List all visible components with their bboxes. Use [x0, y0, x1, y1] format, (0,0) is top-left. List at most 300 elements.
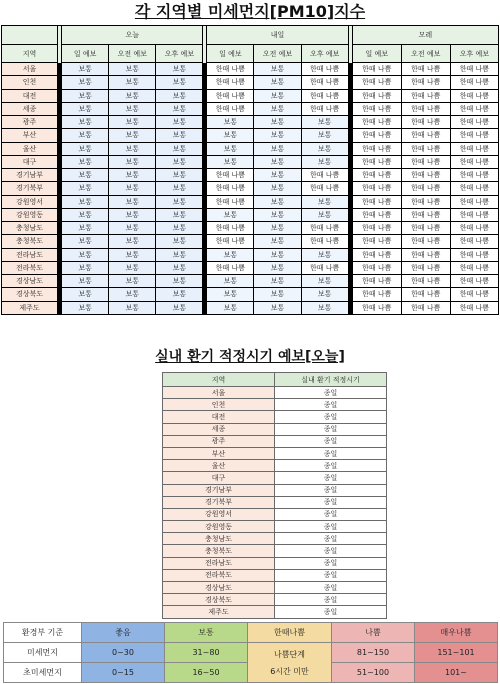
forecast-cell: 보통	[62, 129, 109, 142]
pm10-bad-range: 81~150	[332, 643, 415, 663]
table-row	[2, 155, 499, 168]
ventilation-table	[162, 372, 387, 619]
vent-region-cell: 경기남부	[163, 484, 275, 496]
forecast-cell: 한때 나쁨	[401, 116, 450, 129]
forecast-cell: 보통	[156, 222, 203, 235]
region-cell: 전라남도	[2, 248, 58, 261]
table-row	[2, 182, 499, 195]
table-row	[2, 208, 499, 221]
forecast-cell: 한때 나쁨	[301, 182, 348, 195]
standard-table	[3, 622, 498, 683]
forecast-cell: 보통	[156, 89, 203, 102]
vent-time-cell: 종일	[275, 496, 387, 508]
level-good: 좋음	[82, 623, 165, 643]
table-row	[163, 557, 387, 569]
forecast-cell: 한때 나쁨	[352, 301, 401, 314]
pm25-very-bad-range: 101~	[415, 663, 498, 683]
forecast-cell: 한때 나쁨	[207, 102, 254, 115]
vent-time-cell: 종일	[275, 411, 387, 423]
forecast-cell: 한때 나쁨	[401, 222, 450, 235]
vent-region-cell: 광주	[163, 435, 275, 447]
vent-time-cell: 종일	[275, 423, 387, 435]
forecast-cell: 보통	[207, 208, 254, 221]
table-row	[2, 261, 499, 274]
sub-header: 일 예보	[62, 45, 109, 63]
forecast-cell: 보통	[207, 288, 254, 301]
forecast-cell: 보통	[207, 248, 254, 261]
table-row	[2, 195, 499, 208]
forecast-cell: 보통	[109, 76, 156, 89]
vent-region-cell: 충청북도	[163, 545, 275, 557]
vent-region-cell: 경기북부	[163, 496, 275, 508]
forecast-cell: 한때 나쁨	[450, 275, 498, 288]
forecast-cell: 보통	[156, 169, 203, 182]
forecast-cell: 한때 나쁨	[401, 169, 450, 182]
forecast-cell: 보통	[109, 169, 156, 182]
forecast-cell: 한때 나쁨	[450, 195, 498, 208]
sub-header: 오후 예보	[156, 45, 203, 63]
forecast-cell: 한때 나쁨	[207, 235, 254, 248]
forecast-cell: 보통	[301, 155, 348, 168]
forecast-cell: 보통	[254, 102, 301, 115]
forecast-cell: 한때 나쁨	[352, 222, 401, 235]
forecast-cell: 한때 나쁨	[352, 129, 401, 142]
forecast-cell: 한때 나쁨	[352, 102, 401, 115]
forecast-cell: 보통	[62, 89, 109, 102]
forecast-cell: 한때 나쁨	[352, 155, 401, 168]
forecast-cell: 한때 나쁨	[352, 288, 401, 301]
forecast-cell: 보통	[109, 222, 156, 235]
forecast-cell: 한때 나쁨	[401, 182, 450, 195]
vent-region-cell: 대전	[163, 411, 275, 423]
forecast-cell: 보통	[62, 63, 109, 76]
forecast-cell: 한때 나쁨	[352, 76, 401, 89]
table-row	[163, 460, 387, 472]
forecast-cell: 한때 나쁨	[401, 102, 450, 115]
forecast-cell: 한때 나쁨	[401, 208, 450, 221]
forecast-cell: 보통	[156, 235, 203, 248]
forecast-cell: 보통	[109, 248, 156, 261]
table-row	[163, 435, 387, 447]
forecast-cell: 보통	[301, 301, 348, 314]
forecast-cell: 보통	[62, 261, 109, 274]
table-row	[163, 545, 387, 557]
forecast-cell: 보통	[207, 301, 254, 314]
forecast-cell: 한때 나쁨	[450, 182, 498, 195]
forecast-cell: 보통	[62, 116, 109, 129]
vent-time-cell: 종일	[275, 387, 387, 399]
forecast-cell: 한때 나쁨	[207, 261, 254, 274]
pm25-label: 초미세먼지	[4, 663, 82, 683]
forecast-cell: 한때 나쁨	[301, 102, 348, 115]
sub-header: 오전 예보	[254, 45, 301, 63]
vent-region-cell: 강원영동	[163, 521, 275, 533]
region-header: 지역	[2, 45, 58, 63]
table-row	[2, 288, 499, 301]
table-row	[163, 521, 387, 533]
region-cell: 강원영동	[2, 208, 58, 221]
pm10-forecast-table	[1, 25, 499, 315]
forecast-cell: 보통	[156, 182, 203, 195]
forecast-cell: 한때 나쁨	[450, 63, 498, 76]
forecast-cell: 한때 나쁨	[401, 195, 450, 208]
table-row	[163, 472, 387, 484]
forecast-cell: 보통	[156, 142, 203, 155]
forecast-cell: 한때 나쁨	[301, 89, 348, 102]
forecast-cell: 보통	[109, 116, 156, 129]
table-row	[2, 102, 499, 115]
table-row	[2, 301, 499, 314]
forecast-cell: 보통	[62, 235, 109, 248]
ventilation-title: 실내 환기 적정시기 예보[오늘]	[155, 349, 345, 365]
table-row	[163, 411, 387, 423]
forecast-cell: 보통	[207, 142, 254, 155]
table-row	[163, 582, 387, 594]
vent-time-cell: 종일	[275, 399, 387, 411]
vent-region-cell: 세종	[163, 423, 275, 435]
region-cell: 경기북부	[2, 182, 58, 195]
forecast-cell: 보통	[62, 76, 109, 89]
forecast-cell: 한때 나쁨	[207, 222, 254, 235]
forecast-cell: 보통	[62, 301, 109, 314]
region-cell: 경기남부	[2, 169, 58, 182]
forecast-cell: 한때 나쁨	[450, 235, 498, 248]
forecast-cell: 보통	[254, 301, 301, 314]
forecast-cell: 보통	[301, 142, 348, 155]
forecast-cell: 한때 나쁨	[450, 155, 498, 168]
forecast-cell: 보통	[109, 102, 156, 115]
forecast-cell: 한때 나쁨	[352, 195, 401, 208]
table-row	[2, 89, 499, 102]
forecast-cell: 한때 나쁨	[207, 89, 254, 102]
pm10-good-range: 0~30	[82, 643, 165, 663]
table-row	[2, 235, 499, 248]
forecast-cell: 보통	[62, 195, 109, 208]
forecast-cell: 보통	[207, 155, 254, 168]
forecast-cell: 보통	[301, 248, 348, 261]
forecast-cell: 한때 나쁨	[450, 116, 498, 129]
forecast-cell: 보통	[156, 288, 203, 301]
forecast-cell: 보통	[254, 182, 301, 195]
forecast-cell: 한때 나쁨	[401, 235, 450, 248]
forecast-cell: 한때 나쁨	[450, 222, 498, 235]
forecast-cell: 한때 나쁨	[301, 76, 348, 89]
forecast-cell: 한때 나쁨	[450, 169, 498, 182]
vent-time-header: 실내 환기 적정시기	[275, 373, 387, 387]
vent-region-cell: 서울	[163, 387, 275, 399]
forecast-cell: 한때 나쁨	[450, 208, 498, 221]
vent-time-cell: 종일	[275, 545, 387, 557]
forecast-cell: 보통	[254, 288, 301, 301]
level-very-bad: 매우나쁨	[415, 623, 498, 643]
forecast-cell: 한때 나쁨	[352, 63, 401, 76]
forecast-cell: 보통	[254, 76, 301, 89]
sub-header: 오후 예보	[450, 45, 498, 63]
forecast-cell: 보통	[62, 275, 109, 288]
forecast-cell: 한때 나쁨	[450, 142, 498, 155]
forecast-cell: 보통	[254, 89, 301, 102]
forecast-cell: 보통	[109, 208, 156, 221]
forecast-cell: 한때 나쁨	[301, 63, 348, 76]
forecast-cell: 보통	[301, 208, 348, 221]
forecast-cell: 한때 나쁨	[301, 235, 348, 248]
forecast-cell: 한때 나쁨	[401, 129, 450, 142]
vent-region-cell: 충청남도	[163, 533, 275, 545]
table-row	[2, 275, 499, 288]
table-row	[2, 248, 499, 261]
forecast-cell: 보통	[254, 155, 301, 168]
forecast-cell: 보통	[301, 275, 348, 288]
pm10-table-body	[2, 63, 499, 315]
forecast-cell: 보통	[156, 116, 203, 129]
table-row	[163, 606, 387, 618]
vent-region-cell: 제주도	[163, 606, 275, 618]
forecast-cell: 보통	[109, 235, 156, 248]
forecast-cell: 한때 나쁨	[352, 261, 401, 274]
pm10-normal-range: 31~80	[165, 643, 248, 663]
sub-header: 오전 예보	[401, 45, 450, 63]
forecast-cell: 보통	[254, 116, 301, 129]
forecast-cell: 보통	[109, 89, 156, 102]
region-cell: 경상북도	[2, 288, 58, 301]
forecast-cell: 보통	[109, 63, 156, 76]
region-cell: 대전	[2, 89, 58, 102]
table-row	[163, 594, 387, 606]
partial-bad-description	[248, 643, 332, 683]
forecast-cell: 한때 나쁨	[401, 301, 450, 314]
forecast-cell: 보통	[109, 288, 156, 301]
vent-time-cell: 종일	[275, 435, 387, 447]
table-row	[163, 447, 387, 459]
sub-header: 일 예보	[207, 45, 254, 63]
table-row	[2, 129, 499, 142]
forecast-cell: 보통	[254, 248, 301, 261]
forecast-cell: 한때 나쁨	[401, 248, 450, 261]
forecast-cell: 한때 나쁨	[207, 169, 254, 182]
vent-time-cell: 종일	[275, 594, 387, 606]
forecast-cell: 보통	[301, 288, 348, 301]
forecast-cell: 한때 나쁨	[450, 76, 498, 89]
pm25-good-range: 0~15	[82, 663, 165, 683]
vent-time-cell: 종일	[275, 569, 387, 581]
vent-time-cell: 종일	[275, 472, 387, 484]
forecast-cell: 보통	[109, 275, 156, 288]
vent-time-cell: 종일	[275, 508, 387, 520]
forecast-cell: 보통	[156, 301, 203, 314]
vent-region-cell: 경상남도	[163, 582, 275, 594]
forecast-cell: 한때 나쁨	[401, 261, 450, 274]
forecast-cell: 한때 나쁨	[352, 235, 401, 248]
forecast-cell: 보통	[156, 208, 203, 221]
forecast-cell: 보통	[62, 169, 109, 182]
forecast-cell: 보통	[156, 155, 203, 168]
vent-time-cell: 종일	[275, 460, 387, 472]
forecast-cell: 한때 나쁨	[207, 195, 254, 208]
forecast-cell: 한때 나쁨	[450, 261, 498, 274]
pm10-label: 미세먼지	[4, 643, 82, 663]
level-normal: 보통	[165, 623, 248, 643]
region-cell: 인천	[2, 76, 58, 89]
table-row	[2, 222, 499, 235]
page-title: 각 지역별 미세먼지[PM10]지수	[134, 2, 366, 21]
forecast-cell: 한때 나쁨	[401, 63, 450, 76]
forecast-cell: 한때 나쁨	[450, 129, 498, 142]
forecast-cell: 한때 나쁨	[207, 63, 254, 76]
forecast-cell: 보통	[156, 248, 203, 261]
vent-time-cell: 종일	[275, 521, 387, 533]
forecast-cell: 보통	[156, 129, 203, 142]
table-row	[2, 169, 499, 182]
region-cell: 경상남도	[2, 275, 58, 288]
pm10-very-bad-range: 151~101	[415, 643, 498, 663]
vent-region-cell: 부산	[163, 447, 275, 459]
forecast-cell: 한때 나쁨	[352, 182, 401, 195]
region-cell: 충청북도	[2, 235, 58, 248]
forecast-cell: 보통	[62, 102, 109, 115]
forecast-cell: 보통	[109, 155, 156, 168]
forecast-cell: 보통	[62, 142, 109, 155]
vent-time-cell: 종일	[275, 484, 387, 496]
vent-time-cell: 종일	[275, 557, 387, 569]
forecast-cell: 한때 나쁨	[352, 169, 401, 182]
table-row	[163, 508, 387, 520]
vent-time-cell: 종일	[275, 606, 387, 618]
vent-region-cell: 울산	[163, 460, 275, 472]
forecast-cell: 한때 나쁨	[352, 89, 401, 102]
day-header-tomorrow: 내일	[207, 26, 348, 45]
table-row	[2, 76, 499, 89]
table-row	[163, 387, 387, 399]
forecast-cell: 한때 나쁨	[352, 142, 401, 155]
forecast-cell: 한때 나쁨	[401, 275, 450, 288]
partial-bad-line-2: 6시간 미만	[270, 666, 309, 676]
forecast-cell: 보통	[254, 169, 301, 182]
forecast-cell: 한때 나쁨	[450, 102, 498, 115]
forecast-cell: 보통	[207, 116, 254, 129]
forecast-cell: 한때 나쁨	[207, 182, 254, 195]
region-cell: 부산	[2, 129, 58, 142]
sub-header: 오전 예보	[109, 45, 156, 63]
forecast-cell: 보통	[207, 129, 254, 142]
forecast-cell: 보통	[109, 182, 156, 195]
forecast-cell: 보통	[156, 275, 203, 288]
forecast-cell: 보통	[254, 261, 301, 274]
region-cell: 전라북도	[2, 261, 58, 274]
forecast-cell: 보통	[301, 129, 348, 142]
sub-header: 일 예보	[352, 45, 401, 63]
forecast-cell: 보통	[62, 222, 109, 235]
forecast-cell: 보통	[207, 275, 254, 288]
table-row	[163, 533, 387, 545]
forecast-cell: 한때 나쁨	[352, 208, 401, 221]
forecast-cell: 한때 나쁨	[401, 142, 450, 155]
forecast-cell: 보통	[254, 142, 301, 155]
forecast-cell: 보통	[109, 195, 156, 208]
forecast-cell: 보통	[156, 76, 203, 89]
forecast-cell: 한때 나쁨	[450, 288, 498, 301]
vent-region-cell: 전라남도	[163, 557, 275, 569]
vent-time-cell: 종일	[275, 582, 387, 594]
table-row	[163, 484, 387, 496]
forecast-cell: 보통	[62, 208, 109, 221]
forecast-cell: 한때 나쁨	[301, 222, 348, 235]
table-row	[163, 569, 387, 581]
region-cell: 세종	[2, 102, 58, 115]
forecast-cell: 보통	[62, 182, 109, 195]
vent-region-cell: 강원영서	[163, 508, 275, 520]
forecast-cell: 보통	[156, 102, 203, 115]
forecast-cell: 한때 나쁨	[401, 76, 450, 89]
region-cell: 충청남도	[2, 222, 58, 235]
forecast-cell: 보통	[109, 142, 156, 155]
forecast-cell: 한때 나쁨	[352, 275, 401, 288]
sub-header: 오후 예보	[301, 45, 348, 63]
forecast-cell: 보통	[254, 195, 301, 208]
region-cell: 강원영서	[2, 195, 58, 208]
level-bad: 나쁨	[332, 623, 415, 643]
forecast-cell: 보통	[156, 195, 203, 208]
forecast-cell: 한때 나쁨	[301, 261, 348, 274]
level-partial-bad: 한때나쁨	[248, 623, 332, 643]
vent-region-cell: 인천	[163, 399, 275, 411]
forecast-cell: 보통	[254, 222, 301, 235]
forecast-cell: 보통	[109, 261, 156, 274]
forecast-cell: 한때 나쁨	[450, 248, 498, 261]
vent-time-cell: 종일	[275, 447, 387, 459]
table-row	[163, 399, 387, 411]
forecast-cell: 보통	[254, 235, 301, 248]
forecast-cell: 한때 나쁨	[450, 89, 498, 102]
forecast-cell: 보통	[254, 63, 301, 76]
forecast-cell: 보통	[301, 195, 348, 208]
day-header-today: 오늘	[62, 26, 203, 45]
region-cell: 서울	[2, 63, 58, 76]
table-row	[2, 63, 499, 76]
forecast-cell: 한때 나쁨	[207, 76, 254, 89]
forecast-cell: 보통	[62, 155, 109, 168]
forecast-cell: 보통	[254, 129, 301, 142]
partial-bad-line-1: 나쁨단계	[274, 649, 305, 659]
forecast-cell: 한때 나쁨	[301, 169, 348, 182]
forecast-cell: 보통	[301, 116, 348, 129]
forecast-cell: 한때 나쁨	[352, 116, 401, 129]
region-cell: 대구	[2, 155, 58, 168]
forecast-cell: 보통	[254, 208, 301, 221]
forecast-cell: 보통	[62, 248, 109, 261]
forecast-cell: 한때 나쁨	[401, 89, 450, 102]
forecast-cell: 보통	[109, 301, 156, 314]
vent-region-header: 지역	[163, 373, 275, 387]
pm25-normal-range: 16~50	[165, 663, 248, 683]
table-row	[2, 116, 499, 129]
forecast-cell: 한때 나쁨	[352, 248, 401, 261]
forecast-cell: 보통	[62, 288, 109, 301]
forecast-cell: 한때 나쁨	[450, 301, 498, 314]
forecast-cell: 보통	[156, 63, 203, 76]
pm25-bad-range: 51~100	[332, 663, 415, 683]
forecast-cell: 보통	[254, 275, 301, 288]
forecast-cell: 한때 나쁨	[401, 288, 450, 301]
forecast-cell: 한때 나쁨	[401, 155, 450, 168]
table-row	[163, 423, 387, 435]
day-header-day-after: 모레	[352, 26, 498, 45]
region-cell: 울산	[2, 142, 58, 155]
vent-region-cell: 경상북도	[163, 594, 275, 606]
vent-time-cell: 종일	[275, 533, 387, 545]
table-row	[163, 496, 387, 508]
region-cell: 제주도	[2, 301, 58, 314]
table-row	[2, 142, 499, 155]
